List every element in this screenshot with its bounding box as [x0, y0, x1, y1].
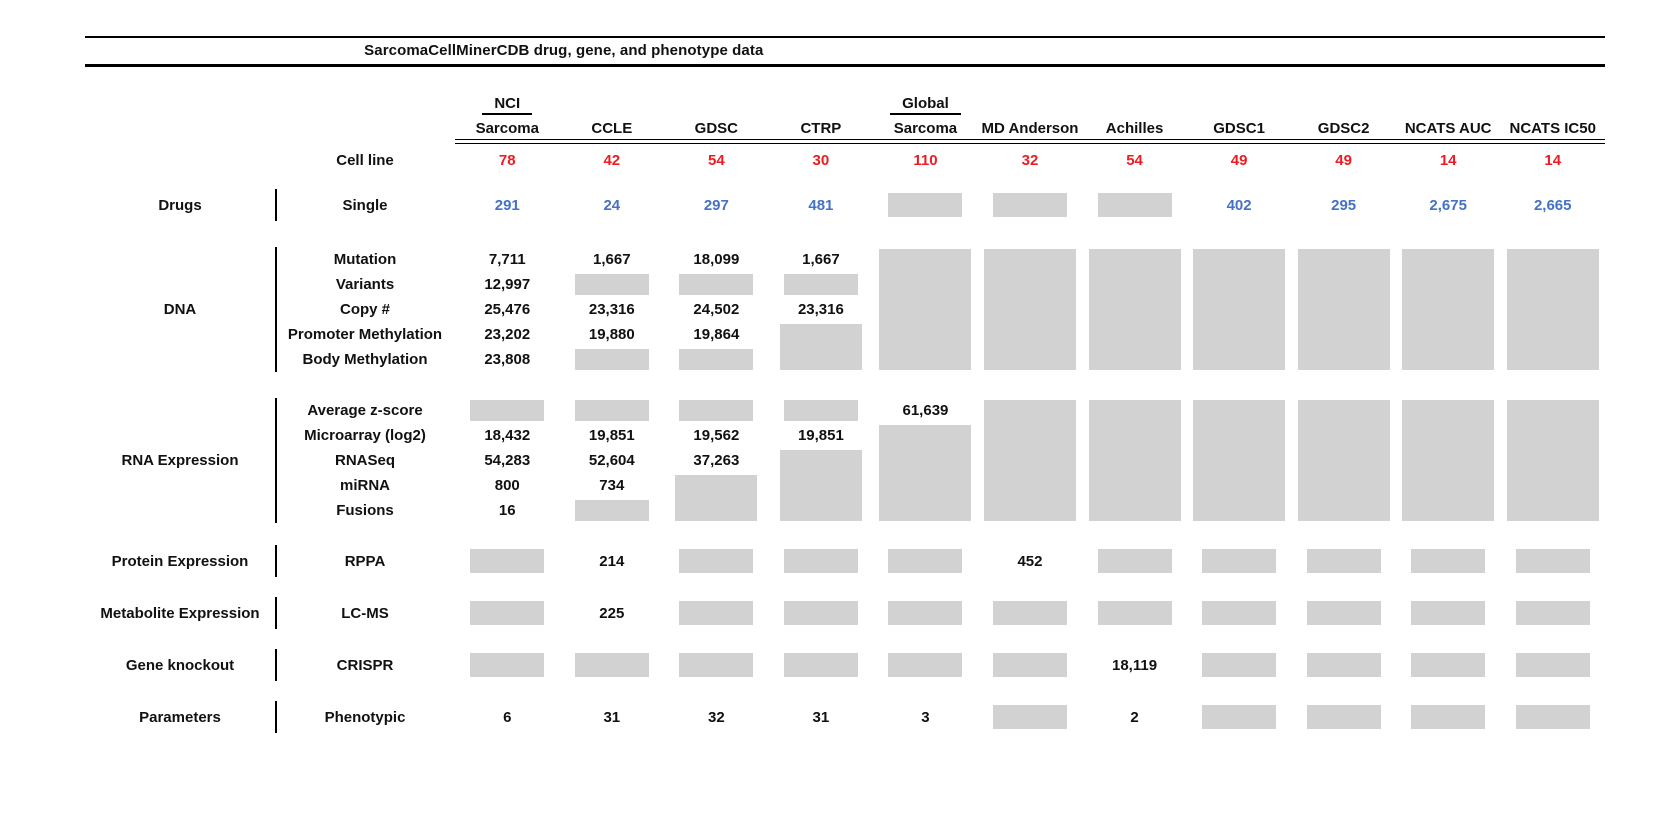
value-phenotypic-nci-sarcoma: 6	[503, 708, 512, 726]
value-mirna-ccle: 734	[599, 477, 625, 494]
no-data-box-gene-knockout-ctrp	[784, 653, 858, 677]
column-header-ncats-auc: NCATS AUC	[1404, 120, 1492, 137]
section-label-drugs: Drugs	[158, 196, 202, 214]
no-data-box-gene-knockout-ncats-ic50	[1516, 653, 1590, 677]
section-label-dna: DNA	[163, 301, 197, 318]
value-mutation-ctrp: 1,667	[802, 251, 840, 268]
row-label-average-z-score: Average z-score	[307, 402, 423, 419]
section-protein-expression	[85, 545, 1605, 577]
no-data-box-gene-knockout-gdsc	[679, 653, 753, 677]
section-divider	[275, 597, 277, 629]
cell-line-row	[85, 147, 1605, 173]
no-data-box-rna-expression-ncats-ic50	[1507, 400, 1599, 521]
no-data-box-metabolite-expression-gdsc1	[1202, 601, 1276, 625]
column-header-gdsc1: GDSC1	[1213, 120, 1265, 137]
no-data-box-gene-knockout-gdsc2	[1307, 653, 1381, 677]
row-label-microarray-log2: Microarray (log2)	[304, 427, 426, 444]
value-phenotypic-ccle: 31	[603, 708, 621, 726]
no-data-box-gene-knockout-nci-sarcoma	[470, 653, 544, 677]
value-microarray-log2-nci-sarcoma: 18,432	[484, 427, 531, 444]
no-data-box-parameters-md-anderson	[993, 705, 1067, 729]
no-data-box-rna-expression-global-sarcoma	[879, 425, 971, 521]
value-microarray-log2-ccle: 19,851	[588, 427, 635, 444]
value-fusions-nci-sarcoma: 16	[498, 502, 516, 519]
no-data-box-gene-knockout-ncats-auc	[1411, 653, 1485, 677]
column-header-gdsc: GDSC	[694, 120, 739, 137]
no-data-box-dna-ccle	[575, 349, 649, 370]
no-data-box-dna-gdsc2	[1298, 249, 1390, 370]
section-label-parameters: Parameters	[139, 708, 221, 726]
row-label-mutation: Mutation	[333, 251, 397, 268]
row-label-lc-ms: LC-MS	[341, 604, 389, 622]
row-label-rnaseq: RNASeq	[334, 452, 395, 469]
no-data-box-protein-expression-gdsc1	[1202, 549, 1276, 573]
value-rnaseq-ccle: 52,604	[588, 452, 635, 469]
column-header-nci-sarcoma: Sarcoma	[475, 120, 539, 137]
value-variants-nci-sarcoma: 12,997	[484, 276, 531, 293]
value-phenotypic-global-sarcoma: 3	[921, 708, 930, 726]
no-data-box-metabolite-expression-gdsc2	[1307, 601, 1381, 625]
no-data-box-dna-md-anderson	[984, 249, 1076, 370]
row-label-mirna: miRNA	[339, 477, 390, 494]
section-drugs	[85, 189, 1605, 221]
no-data-box-metabolite-expression-ncats-ic50	[1516, 601, 1590, 625]
section-divider	[275, 545, 277, 577]
value-single-gdsc1: 402	[1226, 196, 1252, 214]
no-data-box-dna-ctrp	[780, 324, 862, 370]
no-data-box-dna-gdsc	[679, 349, 753, 370]
value-single-ccle: 24	[603, 196, 621, 214]
no-data-box-gene-knockout-global-sarcoma	[888, 653, 962, 677]
no-data-box-metabolite-expression-nci-sarcoma	[470, 601, 544, 625]
no-data-box-dna-ncats-ic50	[1507, 249, 1599, 370]
value-mirna-nci-sarcoma: 800	[494, 477, 520, 494]
figure-title: SarcomaCellMinerCDB drug, gene, and phenotype data	[364, 42, 764, 59]
no-data-box-metabolite-expression-global-sarcoma	[888, 601, 962, 625]
no-data-box-dna-ctrp	[784, 274, 858, 295]
value-microarray-log2-ctrp: 19,851	[797, 427, 844, 444]
no-data-box-parameters-gdsc2	[1307, 705, 1381, 729]
cell-line-count-md-anderson: 32	[1021, 151, 1039, 169]
no-data-box-protein-expression-ncats-ic50	[1516, 549, 1590, 573]
value-mutation-gdsc: 18,099	[693, 251, 740, 268]
title-band	[85, 36, 1605, 67]
no-data-box-gene-knockout-gdsc1	[1202, 653, 1276, 677]
value-single-gdsc: 297	[703, 196, 729, 214]
row-label-promoter-methylation: Promoter Methylation	[287, 326, 443, 343]
section-parameters	[85, 701, 1605, 733]
no-data-box-dna-gdsc	[679, 274, 753, 295]
no-data-box-protein-expression-nci-sarcoma	[470, 549, 544, 573]
section-label-rna-expression: RNA Expression	[121, 452, 239, 469]
section-divider	[275, 247, 277, 372]
cell-line-count-ncats-auc: 14	[1439, 151, 1457, 169]
row-label-phenotypic: Phenotypic	[324, 708, 406, 726]
no-data-box-rna-expression-gdsc	[679, 400, 753, 421]
no-data-box-parameters-ncats-auc	[1411, 705, 1485, 729]
cell-line-count-achilles: 54	[1126, 151, 1143, 169]
no-data-box-dna-ccle	[575, 274, 649, 295]
value-average-z-score-global-sarcoma: 61,639	[902, 402, 949, 419]
row-label-rppa: RPPA	[344, 552, 386, 570]
no-data-box-dna-global-sarcoma	[879, 249, 971, 370]
value-copy-ctrp: 23,316	[797, 301, 844, 318]
value-mutation-nci-sarcoma: 7,711	[488, 251, 526, 268]
cell-line-count-gdsc2: 49	[1335, 151, 1352, 169]
value-single-gdsc2: 295	[1331, 196, 1357, 214]
value-lc-ms-ccle: 225	[599, 604, 625, 622]
value-phenotypic-gdsc: 32	[708, 708, 725, 726]
no-data-box-parameters-ncats-ic50	[1516, 705, 1590, 729]
section-dna	[85, 247, 1605, 372]
value-rppa-md-anderson: 452	[1017, 552, 1043, 570]
cell-line-count-gdsc: 54	[708, 151, 725, 169]
no-data-box-protein-expression-global-sarcoma	[888, 549, 962, 573]
no-data-box-gene-knockout-md-anderson	[993, 653, 1067, 677]
section-divider	[275, 701, 277, 733]
value-promoter-methylation-ccle: 19,880	[588, 326, 635, 343]
no-data-box-protein-expression-ncats-auc	[1411, 549, 1485, 573]
cell-line-count-ncats-ic50: 14	[1544, 151, 1562, 169]
value-single-ncats-auc: 2,675	[1429, 196, 1467, 214]
column-header-md-anderson: MD Anderson	[981, 120, 1079, 137]
value-rnaseq-gdsc: 37,263	[693, 452, 740, 469]
value-rnaseq-nci-sarcoma: 54,283	[484, 452, 531, 469]
no-data-box-rna-expression-ctrp	[780, 450, 862, 521]
no-data-box-protein-expression-ctrp	[784, 549, 858, 573]
no-data-box-rna-expression-nci-sarcoma	[470, 400, 544, 421]
value-body-methylation-nci-sarcoma: 23,808	[484, 351, 531, 368]
no-data-box-metabolite-expression-md-anderson	[993, 601, 1067, 625]
no-data-box-metabolite-expression-ctrp	[784, 601, 858, 625]
column-header-global-sarcoma: Sarcoma	[893, 120, 958, 137]
no-data-box-metabolite-expression-achilles	[1098, 601, 1172, 625]
row-label-crispr: CRISPR	[336, 656, 394, 674]
no-data-box-metabolite-expression-gdsc	[679, 601, 753, 625]
column-header-gdsc2: GDSC2	[1317, 120, 1370, 137]
no-data-box-rna-expression-ncats-auc	[1402, 400, 1494, 521]
row-label-variants: Variants	[335, 276, 395, 293]
column-header-achilles: Achilles	[1105, 120, 1164, 137]
column-header-top-nci-sarcoma: NCI	[482, 95, 532, 115]
no-data-box-dna-ncats-auc	[1402, 249, 1494, 370]
no-data-box-rna-expression-md-anderson	[984, 400, 1076, 521]
section-gene-knockout	[85, 649, 1605, 681]
cell-line-label: Cell line	[336, 151, 394, 169]
no-data-box-drugs-global-sarcoma	[888, 193, 962, 217]
value-single-ncats-ic50: 2,665	[1533, 196, 1572, 214]
no-data-box-protein-expression-gdsc2	[1307, 549, 1381, 573]
no-data-box-rna-expression-gdsc	[675, 475, 757, 521]
row-label-body-methylation: Body Methylation	[302, 351, 428, 368]
row-label-fusions: Fusions	[336, 502, 394, 519]
value-single-nci-sarcoma: 291	[494, 196, 520, 214]
value-crispr-achilles: 18,119	[1112, 656, 1158, 674]
data-availability-figure	[85, 36, 1605, 733]
no-data-box-rna-expression-ccle	[575, 400, 649, 421]
no-data-box-rna-expression-gdsc2	[1298, 400, 1390, 521]
column-header-ncats-ic50: NCATS IC50	[1509, 120, 1596, 137]
no-data-box-protein-expression-gdsc	[679, 549, 753, 573]
no-data-box-drugs-md-anderson	[993, 193, 1067, 217]
value-copy-nci-sarcoma: 25,476	[484, 301, 531, 318]
no-data-box-metabolite-expression-ncats-auc	[1411, 601, 1485, 625]
column-header-row	[85, 91, 1605, 144]
no-data-box-rna-expression-gdsc1	[1193, 400, 1285, 521]
section-rna-expression	[85, 398, 1605, 523]
cell-line-count-ctrp: 30	[812, 151, 830, 169]
no-data-box-parameters-gdsc1	[1202, 705, 1276, 729]
no-data-box-dna-achilles	[1089, 249, 1181, 370]
cell-line-count-ccle: 42	[603, 151, 621, 169]
section-divider	[275, 189, 277, 221]
no-data-box-rna-expression-ctrp	[784, 400, 858, 421]
cell-line-count-nci-sarcoma: 78	[498, 151, 516, 169]
cell-line-count-gdsc1: 49	[1230, 151, 1248, 169]
row-label-copy: Copy #	[339, 301, 390, 318]
value-phenotypic-ctrp: 31	[812, 708, 830, 726]
section-label-metabolite-expression: Metabolite Expression	[100, 604, 260, 622]
no-data-box-rna-expression-achilles	[1089, 400, 1181, 521]
column-header-ccle: CCLE	[591, 120, 633, 137]
section-label-protein-expression: Protein Expression	[111, 552, 249, 570]
value-rppa-ccle: 214	[599, 552, 625, 570]
value-single-ctrp: 481	[808, 196, 834, 214]
value-promoter-methylation-nci-sarcoma: 23,202	[484, 326, 531, 343]
value-microarray-log2-gdsc: 19,562	[693, 427, 740, 444]
no-data-box-protein-expression-achilles	[1098, 549, 1172, 573]
value-phenotypic-achilles: 2	[1130, 708, 1139, 726]
section-divider	[275, 398, 277, 523]
column-header-ctrp: CTRP	[800, 120, 842, 137]
no-data-box-rna-expression-ccle	[575, 500, 649, 521]
no-data-box-drugs-achilles	[1098, 193, 1172, 217]
column-header-top-global-sarcoma: Global	[890, 95, 961, 115]
row-label-single: Single	[342, 196, 388, 214]
section-label-gene-knockout: Gene knockout	[125, 656, 235, 674]
section-metabolite-expression	[85, 597, 1605, 629]
header-double-rule	[455, 139, 1605, 144]
no-data-box-dna-gdsc1	[1193, 249, 1285, 370]
value-copy-gdsc: 24,502	[693, 301, 740, 318]
section-divider	[275, 649, 277, 681]
data-matrix	[85, 91, 1605, 733]
cell-line-count-global-sarcoma: 110	[913, 151, 938, 169]
value-promoter-methylation-gdsc: 19,864	[693, 326, 740, 343]
value-copy-ccle: 23,316	[588, 301, 635, 318]
value-mutation-ccle: 1,667	[593, 251, 631, 268]
no-data-box-gene-knockout-ccle	[575, 653, 649, 677]
